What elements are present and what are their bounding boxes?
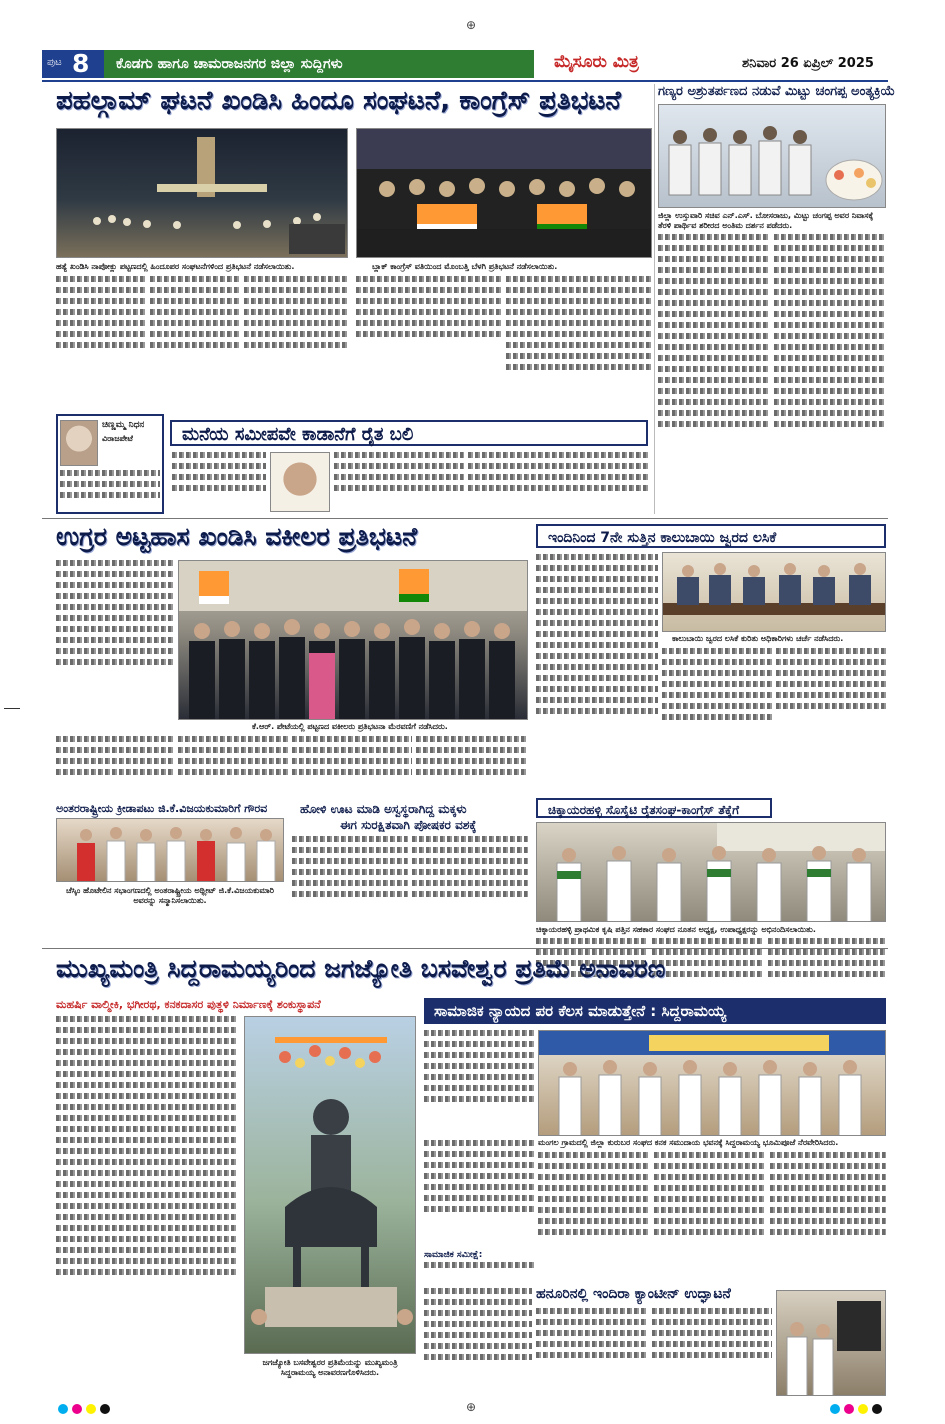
photo-society bbox=[536, 822, 886, 922]
caption-society: ಚಿಕ್ಕಾಯರಹಳ್ಳಿ ಪ್ರಾಥಮಿಕ ಕೃಷಿ ಪತ್ತಿನ ಸಹಕಾರ ಸಂಘದ ನೂತನ ಅಧ್ಯಕ್ಷ, ಉಪಾಧ್ಯಕ್ಷರನ್ನು ಅಭಿನಂದಿಸಲಾಯಿತು. bbox=[536, 925, 816, 934]
body-s3-col3 bbox=[468, 452, 648, 514]
body-s4-col1 bbox=[56, 560, 174, 720]
headline-indira-canteen: ಹನೂರಿನಲ್ಲಿ ಇಂದಿರಾ ಕ್ಯಾಂಟೀನ್ ಉದ್ಘಾಟನೆ bbox=[536, 1286, 731, 1302]
masthead: ಮೈಸೂರು ಮಿತ್ರ bbox=[554, 52, 639, 72]
subhead-social-survey: ಸಾಮಾಜಿಕ ಸಮೀಕ್ಷೆ: bbox=[424, 1250, 483, 1260]
divider-1 bbox=[42, 518, 888, 519]
headline-pahalgam: ಪಹಲ್ಗಾಮ್ ಘಟನೆ ಖಂಡಿಸಿ ಹಿಂದೂ ಸಂಘಟನೆ, ಕಾಂಗ್ರೆಸ್ ಪ್ರತಿಭಟನೆ bbox=[56, 86, 621, 116]
photo-funeral-art bbox=[659, 105, 886, 208]
registration-dot-cyan-r bbox=[830, 1404, 840, 1414]
photo-obituary bbox=[60, 420, 98, 466]
caption-bhoomi-pooje: ಮಂಗಲ ಗ್ರಾಮದಲ್ಲಿ ಜಿಲ್ಲಾ ಕುರುಬರ ಸಂಘದ ಕನಕ ಸಮುದಾಯ ಭವನಕ್ಕೆ ಸಿದ್ದರಾಮಯ್ಯ ಭೂಮಿಪೂಜೆ ನೆರವೇರಿಸಿದರು. bbox=[538, 1138, 839, 1147]
headline-lawyers-protest: ಉಗ್ರರ ಅಟ್ಟಹಾಸ ಖಂಡಿಸಿ ವಕೀಲರ ಪ್ರತಿಭಟನೆ bbox=[56, 522, 418, 551]
page-number-box bbox=[42, 50, 104, 78]
photo-lawyers-art bbox=[179, 561, 528, 720]
body-s3-col1 bbox=[172, 452, 266, 514]
photo-fmd-meeting-art bbox=[663, 553, 886, 632]
photo-canteen bbox=[776, 1290, 886, 1396]
subhead-cm-unveiling: ಮಹರ್ಷಿ ವಾಲ್ಮೀಕಿ, ಭಗೀರಥ, ಕನಕದಾಸರ ಪುತ್ಥಳಿ ನಿರ್ಮಾಣಕ್ಕೆ ಶಂಕುಸ್ಥಾಪನೆ bbox=[56, 998, 321, 1011]
photo-candle-protest bbox=[356, 128, 652, 258]
body-s11-col2 bbox=[536, 1308, 648, 1396]
body-s5-col3 bbox=[776, 648, 886, 744]
caption-pahalgam-right: ಬ್ಲಾಕ್ ಕಾಂಗ್ರೆಸ್ ವತಿಯಿಂದ ಮೊಂಬತ್ತಿ ಬೆಳಗಿ ಪ್ರತಿಭಟನೆ ನಡೆಸಲಾಯಿತು. bbox=[372, 262, 558, 271]
headline-cm-unveiling: ಮುಖ್ಯಮಂತ್ರಿ ಸಿದ್ದರಾಮಯ್ಯರಿಂದ ಜಗಜ್ಯೋತಿ ಬಸವೇಶ್ವರ ಪ್ರತಿಮೆ ಅನಾವರಣ bbox=[56, 954, 666, 983]
photo-society-art bbox=[537, 823, 886, 922]
registration-dot-cyan bbox=[58, 1404, 68, 1414]
body-s1-col4 bbox=[356, 276, 502, 372]
page-number: 8 bbox=[72, 49, 90, 78]
column-rule bbox=[654, 84, 655, 514]
obituary-title: ಚಿಣ್ಣಮ್ಮ ನಿಧನ bbox=[102, 420, 145, 430]
photo-funeral bbox=[658, 104, 886, 208]
photo-protest-street bbox=[56, 128, 348, 258]
caption-athlete: ಚೆಸ್ಕಿಂ ಹೊಟೇಲಿನ ಸಭಾಂಗಣದಲ್ಲಿ ಅಂತರಾಷ್ಟ್ರೀಯ ಅಥ್ಲೀಟ್ ಜಿ.ಕೆ.ವಿಜಯಕುಮಾರಿ ಅವರನ್ನು ಸನ್ಮಾನಿಸಲಾಯಿತು. bbox=[66, 886, 274, 905]
body-s1-col2 bbox=[150, 276, 240, 386]
registration-crosshair-top-icon: ⊕ bbox=[466, 18, 477, 32]
header-rule bbox=[42, 80, 888, 82]
caption-fmd: ಕಾಲುಬಾಯಿ ಜ್ವರದ ಲಸಿಕೆ ಕುರಿತು ಅಧಿಕಾರಿಗಳು ಚರ್ಚೆ ನಡೆಸಿದರು. bbox=[672, 634, 844, 643]
body-s4-col2 bbox=[56, 736, 174, 798]
body-s3-col2 bbox=[334, 452, 464, 514]
caption-statue: ಜಗಜ್ಯೋತಿ ಬಸವೇಶ್ವರರ ಪ್ರತಿಮೆಯನ್ನು ಮುಖ್ಯಮಂತ್ರಿ ಸಿದ್ದರಾಮಯ್ಯ ಅನಾವರಣಗೊಳಿಸಿದರು. bbox=[262, 1358, 398, 1377]
body-obituary bbox=[60, 470, 160, 512]
body-s5-col1 bbox=[536, 554, 658, 794]
photo-bhoomi-pooje-art bbox=[539, 1031, 886, 1136]
registration-dot-black bbox=[100, 1404, 110, 1414]
body-s10-col4 bbox=[538, 1152, 650, 1280]
body-s5-col2 bbox=[662, 648, 772, 758]
body-s1-col3 bbox=[244, 276, 348, 386]
body-s4-col4 bbox=[292, 736, 412, 798]
registration-dot-magenta-r bbox=[844, 1404, 854, 1414]
photo-lawyers bbox=[178, 560, 528, 720]
body-s11-col1 bbox=[424, 1288, 532, 1396]
photo-fmd-meeting bbox=[662, 552, 886, 632]
headline-fmd-vaccine: ಇಂದಿನಿಂದ 7ನೇ ಸುತ್ತಿನ ಕಾಲುಬಾಯಿ ಜ್ವರದ ಲಸಿಕೆ bbox=[536, 524, 886, 548]
body-s10-col1 bbox=[424, 1030, 534, 1136]
body-s4-col5 bbox=[416, 736, 528, 798]
page-label: ಪುಟ bbox=[47, 57, 62, 68]
registration-dot-yellow-r bbox=[858, 1404, 868, 1414]
photo-bhoomi-pooje bbox=[538, 1030, 886, 1136]
body-s1-col5 bbox=[506, 276, 652, 412]
photo-athlete-art bbox=[57, 819, 284, 882]
fold-mark bbox=[4, 708, 20, 709]
caption-lawyers: ಕೆ.ಆರ್. ಪೇಟೆಯಲ್ಲಿ ಪಟ್ಟಣದ ವಕೀಲರು ಪ್ರತಿಭಟನಾ ಮೆರವಣಿಗೆ ನಡೆಸಿದರು. bbox=[252, 722, 448, 731]
photo-candle-protest-art bbox=[357, 129, 652, 258]
divider-2 bbox=[42, 948, 888, 949]
headline-elephant-attack: ಮನೆಯ ಸಮೀಪವೇ ಕಾಡಾನೆಗೆ ರೈತ ಬಲಿ bbox=[170, 420, 648, 446]
registration-dot-magenta bbox=[72, 1404, 82, 1414]
photo-farmer bbox=[270, 452, 330, 512]
body-s2-col1 bbox=[658, 234, 770, 514]
dateline: ಶನಿವಾರ 26 ಏಪ್ರಿಲ್ 2025 bbox=[742, 56, 874, 71]
body-s7-col2 bbox=[412, 836, 528, 928]
section-title: ಕೊಡಗು ಹಾಗೂ ಚಾಮರಾಜನಗರ ಜಿಲ್ಲಾ ಸುದ್ದಿಗಳು bbox=[104, 50, 534, 78]
registration-crosshair-icon: ⊕ bbox=[466, 1400, 477, 1414]
headline-social-justice: ಸಾಮಾಜಿಕ ನ್ಯಾಯದ ಪರ ಕೆಲಸ ಮಾಡುತ್ತೇನೆ : ಸಿದ್ದರಾಮಯ್ಯ bbox=[424, 998, 886, 1024]
headline-holi-line2: ಈಗ ಸುರಕ್ಷಿತವಾಗಿ ಪೋಷಕರ ವಶಕ್ಕೆ bbox=[340, 818, 477, 832]
body-s2-col2 bbox=[774, 234, 886, 514]
photo-canteen-art bbox=[777, 1291, 886, 1396]
body-s10-col2 bbox=[424, 1140, 534, 1250]
obituary-place: ವಿರಾಜಪೇಟೆ bbox=[102, 434, 133, 443]
body-s10-col3 bbox=[424, 1262, 534, 1280]
caption-pahalgam-left: ಹತ್ಯೆ ಖಂಡಿಸಿ ನಾಪೋಕ್ಲು ಪಟ್ಟಣದಲ್ಲಿ ಹಿಂದೂಪರ ಸಂಘಟನೆಗಳಿಂದ ಪ್ರತಿಭಟನೆ ನಡೆಸಲಾಯಿತು. bbox=[56, 262, 295, 271]
photo-protest-street-art bbox=[57, 129, 348, 258]
body-s7-col1 bbox=[292, 836, 408, 928]
body-s10-col5 bbox=[654, 1152, 766, 1280]
caption-funeral: ಜಿಲ್ಲಾ ಉಸ್ತುವಾರಿ ಸಚಿವ ಎನ್.ಎಸ್. ಬೋಸರಾಜು, ಮಿಟ್ಟು ಚಂಗಪ್ಪ ಅವರ ನಿವಾಸಕ್ಕೆ ತೆರಳಿ ಪಾರ್ಥಿವ ಶರೀರದ ಅಂತಿಮ ದರ್ಶನ ಪಡೆದರು. bbox=[658, 211, 874, 230]
headline-holi-line1: ಹೋಳಿ ಊಟ ಮಾಡಿ ಅಸ್ವಸ್ಥರಾಗಿದ್ದ ಮಕ್ಕಳು bbox=[300, 802, 467, 816]
body-s9-col1 bbox=[56, 1016, 238, 1396]
photo-basaveshwara-statue-art bbox=[245, 1017, 416, 1354]
body-s1-col1 bbox=[56, 276, 146, 386]
registration-dot-black-r bbox=[872, 1404, 882, 1414]
body-s4-col3 bbox=[178, 736, 288, 798]
headline-athlete: ಅಂತರರಾಷ್ಟ್ರೀಯ ಕ್ರೀಡಾಪಟು ಜಿ.ಕೆ.ವಿಜಯಕುಮಾರಿಗೆ ಗೌರವ bbox=[56, 802, 268, 815]
registration-dot-yellow bbox=[86, 1404, 96, 1414]
photo-athlete bbox=[56, 818, 284, 882]
running-header bbox=[42, 50, 888, 78]
body-s11-col3 bbox=[652, 1308, 772, 1396]
photo-basaveshwara-statue bbox=[244, 1016, 416, 1354]
headline-chikkayarahalli: ಚಿಕ್ಕಾಯರಹಳ್ಳಿ ಸೊಸೈಟಿ ರೈತಸಂಘ-ಕಾಂಗ್ರೆಸ್ ತೆಕ್ಕೆಗೆ bbox=[536, 798, 772, 818]
body-s10-col6 bbox=[770, 1152, 886, 1280]
headline-mittu-changappa: ಗಣ್ಯರ ಅಶ್ರುತರ್ಪಣದ ನಡುವೆ ಮಿಟ್ಟು ಚಂಗಪ್ಪ ಅಂತ್ಯಕ್ರಿಯೆ bbox=[658, 84, 896, 99]
